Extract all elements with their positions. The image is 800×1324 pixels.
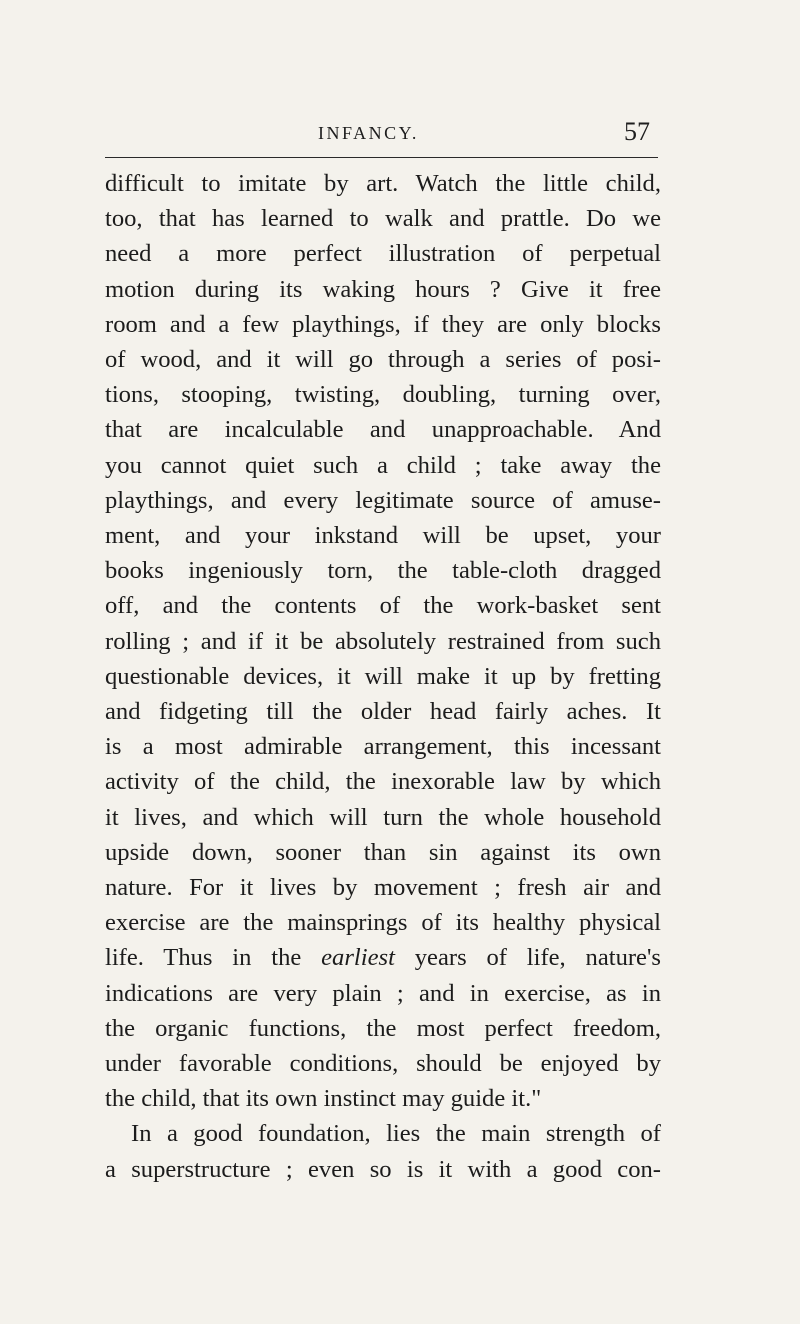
text-line: difficult to imitate by art. Watch the little child, — [105, 170, 661, 197]
text-line: the child, that its own instinct may guide it." — [105, 1085, 542, 1113]
text-line: is a most admirable arrangement, this incessant — [105, 733, 661, 761]
text-line: it lives, and which will turn the whole household — [105, 803, 661, 831]
text-line: of wood, and it will go through a series of posi- — [105, 346, 661, 374]
page-number: 57 — [624, 117, 650, 146]
italic-word: earliest — [321, 944, 395, 972]
text-line: off, and the contents of the work-basket sent — [105, 592, 661, 620]
text-line: and fidgeting till the older head fairly aches. It — [105, 698, 661, 726]
text-segment: life. Thus in the — [105, 944, 302, 972]
text-line: too, that has learned to walk and prattle. Do we — [105, 205, 661, 233]
text-line: rolling ; and if it be absolutely restrained from such — [105, 627, 661, 655]
text-line: you cannot quiet such a child ; take away the — [105, 451, 661, 479]
text-line: ment, and your inkstand will be upset, your — [105, 522, 661, 550]
text-line: activity of the child, the inexorable law by which — [105, 768, 661, 796]
text-line: need a more perfect illustration of perpetual — [105, 240, 661, 268]
text-line: under favorable conditions, should be enjoyed by — [105, 1050, 661, 1078]
text-line — [105, 940, 661, 975]
text-line: questionable devices, it will make it up by fretting — [105, 662, 661, 690]
text-line: books ingeniously torn, the table-cloth dragged — [105, 557, 661, 585]
text-line: In a good foundation, lies the main strength of — [131, 1120, 661, 1148]
text-line: nature. For it lives by movement ; fresh air and — [105, 874, 661, 902]
text-line: the organic functions, the most perfect freedom, — [105, 1014, 661, 1042]
header-rule — [105, 157, 658, 158]
body-text — [105, 166, 661, 1187]
text-line: room and a few playthings, if they are only blocks — [105, 310, 661, 338]
text-line: playthings, and every legitimate source of amuse- — [105, 486, 661, 514]
text-line: motion during its waking hours ? Give it free — [105, 275, 661, 303]
text-line: that are incalculable and unapproachable. And — [105, 416, 661, 444]
page-header — [0, 117, 800, 153]
text-line: indications are very plain ; and in exercise, as in — [105, 979, 661, 1007]
running-head: INFANCY. — [318, 123, 419, 143]
text-line: upside down, sooner than sin against its own — [105, 838, 661, 866]
text-line: a superstructure ; even so is it with a good con- — [105, 1155, 661, 1183]
text-line: tions, stooping, twisting, doubling, turning over, — [105, 381, 661, 409]
text-segment: years of life, nature's — [414, 944, 661, 972]
text-line: exercise are the mainsprings of its healthy physical — [105, 909, 661, 937]
